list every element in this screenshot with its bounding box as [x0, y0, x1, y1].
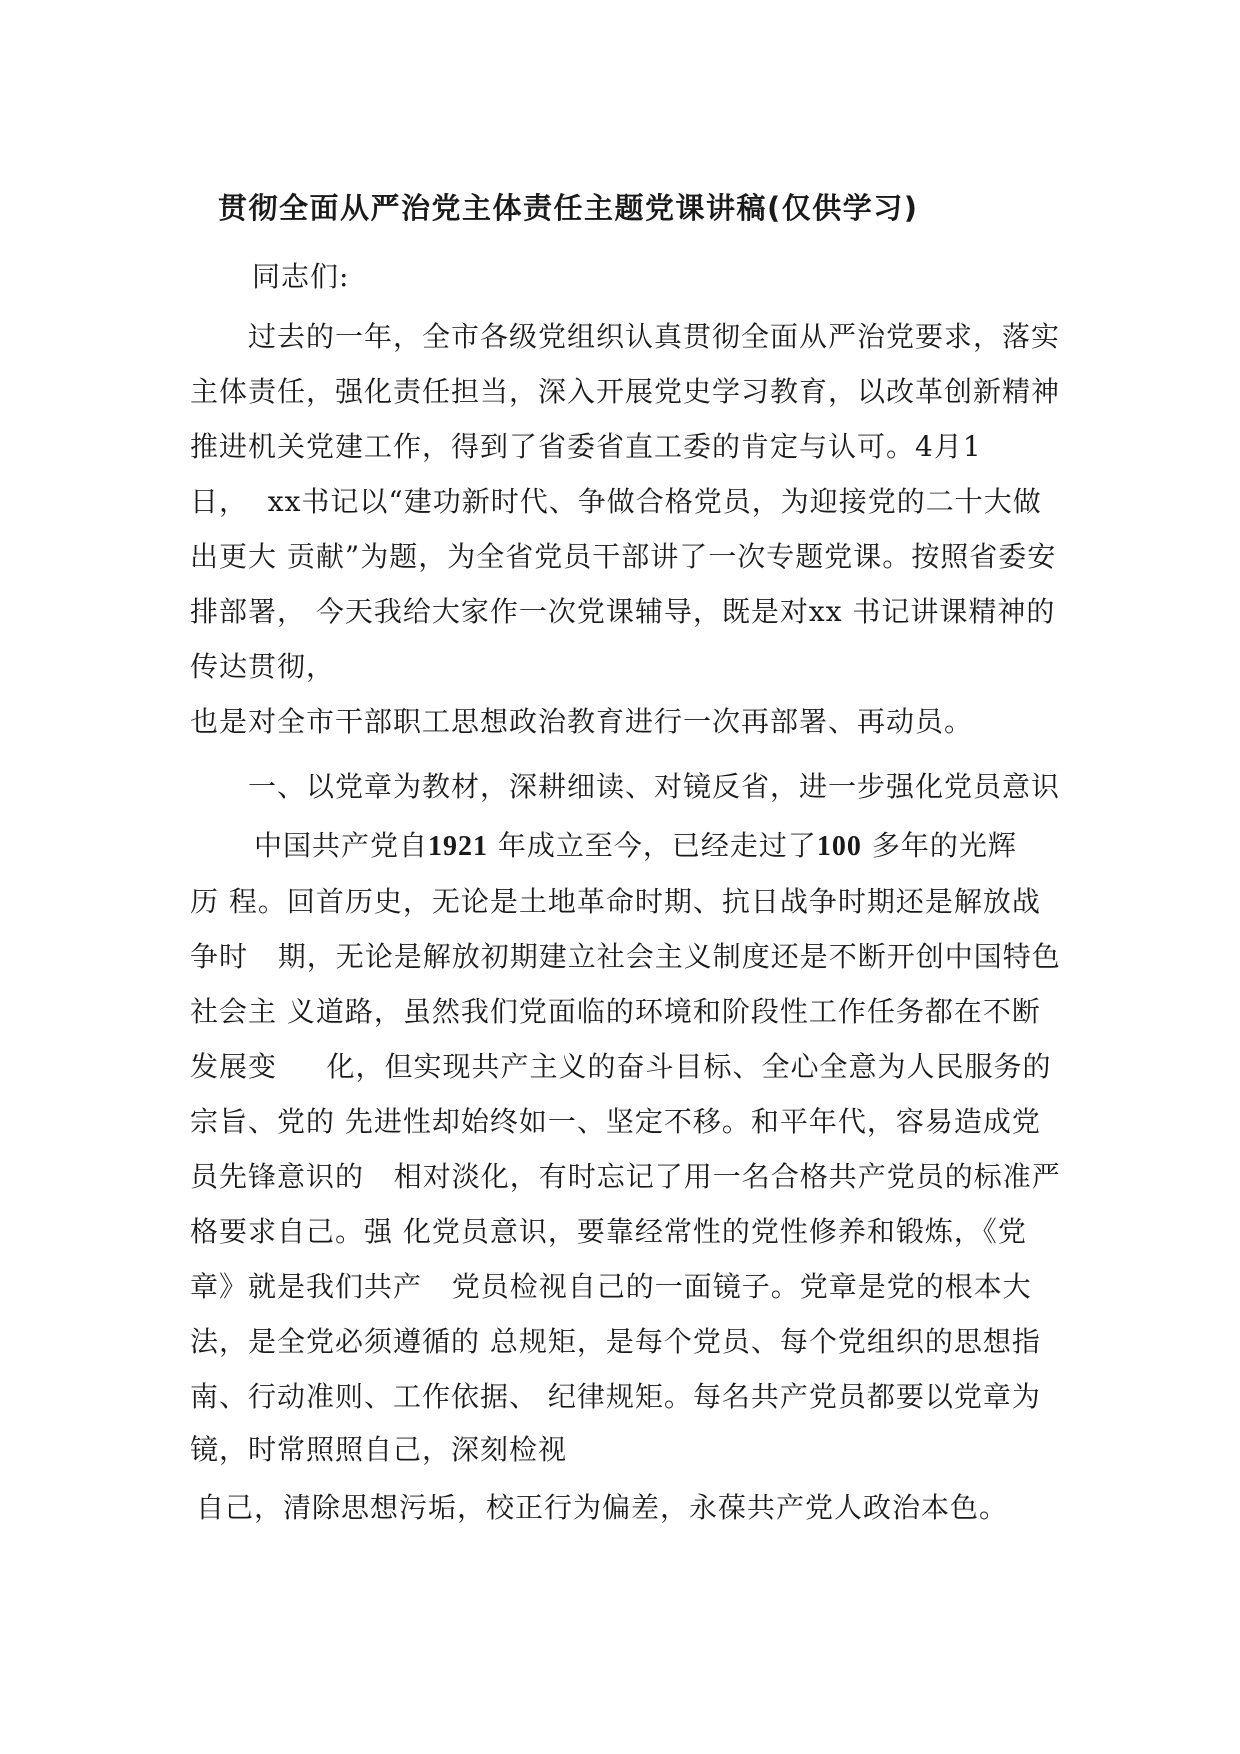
years-count: 100: [816, 831, 862, 862]
section1-text: 多年的光辉: [861, 829, 1017, 862]
section1-paragraph-line-3: 争时 期，无论是解放初期建立社会主义制度还是不断开创中国特色: [190, 940, 1061, 973]
intro-line-4: 日， xx书记以“建功新时代、争做合格党员，为迎接党的二十大做: [190, 485, 1042, 518]
section1-paragraph-line-7: 员先锋意识的 相对淡化，有时忘记了用一名合格共产党员的标准严: [190, 1160, 1061, 1193]
section1-paragraph-line-6: 宗旨、党的 先进性却始终如一、坚定不移。和平年代，容易造成党: [190, 1105, 1041, 1138]
section1-paragraph-line-8: 格要求自己。强 化党员意识，要靠经常性的党性修养和锻炼，《党: [190, 1215, 1027, 1248]
section1-paragraph-line-10: 法，是全党必须遵循的 总规矩，是每个党员、每个党组织的思想指: [190, 1325, 1041, 1358]
section1-paragraph-line-9: 章》就是我们共产 党员检视自己的一面镜子。党章是党的根本大: [190, 1270, 1032, 1303]
intro-line-1: 过去的一年，全市各级党组织认真贯彻全面从严治党要求，落实: [248, 320, 1061, 353]
section1-paragraph-line-12: 镜，时常照照自己，深刻检视: [190, 1433, 568, 1466]
section1-paragraph-line-4: 社会主 义道路，虽然我们党面临的环境和阶段性工作任务都在不断: [190, 995, 1041, 1028]
intro-line-8: 也是对全市干部职工思想政治教育进行一次再部署、再动员。: [190, 705, 974, 738]
section1-text: 中国共产党自: [254, 829, 429, 862]
intro-line-5: 出更大 贡献”为题，为全省党员干部讲了一次专题党课。按照省委安: [190, 540, 1057, 573]
section1-paragraph-line-2: 历 程。回首历史，无论是土地革命时期、抗日战争时期还是解放战: [190, 885, 1041, 918]
document-title: 贯彻全面从严治党主体责任主题党课讲稿(仅供学习): [218, 191, 919, 225]
section1-paragraph-line-13: 自己，清除思想污垢，校正行为偏差，永葆共产党人政治本色。: [196, 1491, 1009, 1524]
greeting: 同志们:: [252, 260, 350, 293]
section1-paragraph-line-11: 南、行动准则、工作依据、 纪律规矩。每名共产党员都要以党章为: [190, 1380, 1041, 1413]
intro-line-7: 传达贯彻，: [190, 650, 336, 683]
intro-line-3: 推进机关党建工作，得到了省委省直工委的肯定与认可。4月1: [190, 430, 982, 463]
intro-line-6: 排部署， 今天我给大家作一次党课辅导，既是对xx 书记讲课精神的: [190, 595, 1056, 628]
section1-paragraph-line-1: [254, 826, 1017, 867]
section1-paragraph-line-5: 发展变 化，但实现共产主义的奋斗目标、全心全意为人民服务的: [190, 1050, 1052, 1083]
section1-heading: 一、以党章为教材，深耕细读、对镜反省，进一步强化党员意识: [248, 770, 1061, 803]
intro-line-2: 主体责任，强化责任担当，深入开展党史学习教育，以改革创新精神: [190, 375, 1061, 408]
founding-year: 1921: [428, 831, 489, 862]
section1-text: 年成立至今，已经走过了: [488, 829, 817, 862]
